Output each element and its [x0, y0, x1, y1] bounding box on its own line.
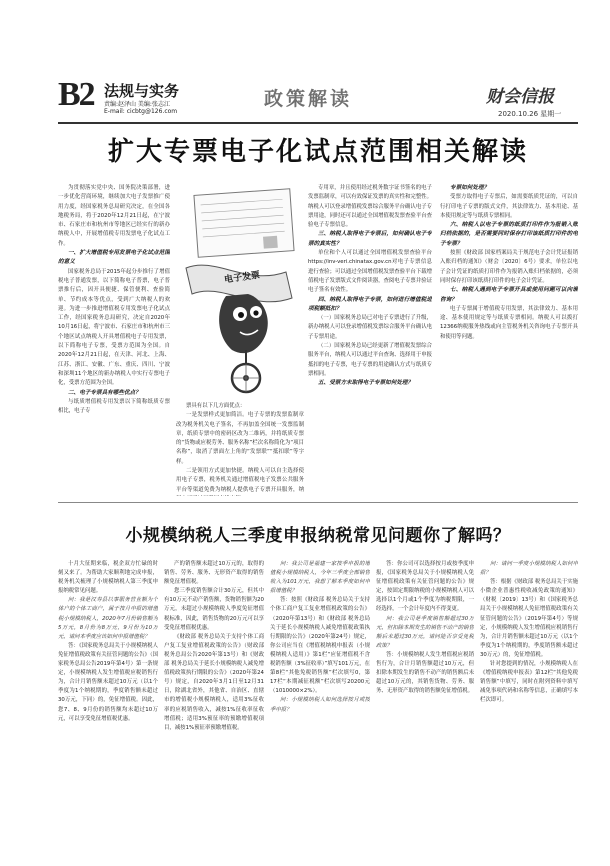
- paragraph: 答：按照《财政部 税务总局关于支持个体工商户复工复业增值税政策的公告》（2020年第13号）和《财政部 税务总局关于延长小规模纳税人减免增值税政策执行期限的公告》（2020年第24号）规定，你公司应当在《增值税纳税申报表（小规模纳税人适用）》第1栏“应征增值税不含税销售额（3%征收率）”填写101万元，在第8栏“其他免税销售额”栏次填写0，第17栏“本期减征税额”栏次填写20200元（1010000×2%）。: [270, 597, 370, 695]
- electronic-invoice-illustration: [176, 186, 300, 398]
- masthead: [58, 78, 578, 122]
- paragraph: 产的销售额未超过10万元的，取得的销售、劳务、服务、无形资产取得的销售额免征增值税。: [164, 561, 264, 586]
- paragraph: 答：你公司可以选择按月或按季度申报，《国家税务总局关于小规模纳税人免征增值税政策有关征管问题的公告》规定，按固定期限纳税的小规模纳税人可以选择以1个月或1个季度为纳税期限，一经选择，一个会计年度内不得变更。: [376, 561, 474, 613]
- email-line: E-mail: cicbtg@126.com: [104, 108, 178, 115]
- paragraph: 单位和个人可以通过全国增值税发票查验平台https://inv-veri.chinatax.gov.cn对电子专票信息进行查验；可以通过全国增值税发票查验平台下载增值税电子发票版式文件阅读器，查阅电子专票并验证电子签名有效性。: [308, 250, 432, 294]
- subheading: 专票如何处理？: [450, 185, 490, 191]
- article2-column-3: [270, 560, 370, 860]
- paragraph: 十月大征期来临，税企双方忙碌的时刻又来了。为帮助大家顺利地完成申报，税务机关梳理了小规模纳税人第三季度申报纳税常见问题。: [58, 561, 158, 595]
- section-divider: [58, 502, 578, 503]
- paragraph: 二是领用方式更加快捷。纳税人可以自主选择使用电子专票，税务机关通过增值税电子发票公共服务平台等渠道免费为纳税人提供电子专票开具服务，纳: [176, 468, 304, 493]
- question-paragraph: 问：小规模纳税人如何选择按月或按季申报？: [270, 697, 370, 713]
- paragraph: 受票方取得电子专票后，如需要纸质凭证的，可以自行打印电子专票的版式文件，其法律效力、基本用途、基本使用规定等与纸质专票相同。: [440, 194, 578, 219]
- paragraph: 票具有以下几方面优点：: [186, 403, 246, 409]
- article1-column-4: [440, 184, 578, 496]
- paragraph: 答：根据《财政部 税务总局关于实施小微企业普惠性税收减免政策的通知》（财税〔2019〕13号）和《国家税务总局关于小规模纳税人免征增值税政策有关征管问题的公告》（2019年第4号）等规定，小规模纳税人发生增值税应税销售行为，合计月销售额未超过10万元（以1个季度为1个纳税期的，季度销售额未超过30万元）的，免征增值税。: [480, 579, 578, 658]
- article2-column-4: [376, 560, 474, 860]
- question-paragraph: 问：我是汉寿县以事服务营业额为个体户的个体工商户，属于按月申报的增值税小规模纳税人，2020年7月份销售额为5万元，8月份为8万元，9月份为10万元，请问本季度应该如何申报增值税？: [58, 597, 158, 640]
- subheading: 三、纳税人取得电子专票后，如何确认电子专票的真实性？: [308, 231, 432, 247]
- article2-column-1: [58, 560, 158, 860]
- paragraph: 专用章，并且使用经过税务数字证书签名的电子发票监制章，可以有效保证发票的真实性和完整性。纳税人可以登录增值税发票综合服务平台确认电子专票用途，同时还可以通过全国增值税发票查验平台查验电子专票信息。: [308, 185, 432, 229]
- paragraph: 针对您提到的情况，小规模纳税人在《增值税纳税申报表》第12栏“其他免税销售额”中填写，同时在附列资料中填写减免事项代码和名称等信息，正确填写本栏次即可。: [480, 661, 578, 704]
- section-title: 法规与实务: [104, 82, 180, 100]
- page-code: B2: [58, 76, 94, 113]
- paragraph: 电子专票属于增值税专用发票，其法律效力、基本用途、基本使用规定等与纸质专票相同。纳税人可以拨打12366纳税服务热线或向主管税务机关咨询电子专票开具和使用等问题。: [440, 305, 578, 340]
- subheading: 七、纳税人遇到电子专票开具或使用问题可以向谁咨询？: [440, 287, 578, 303]
- paragraph: 国家税务总局于2015年起分步推行了增值税电子普通发票，以下简称电子普票，电子普票推行后，因开具便捷、保管便利、查验简单、节约成本等优点，受到广大纳税人的欢迎。为进一步推进增值税专用发票电子化试点工作，经国家税务总局研究，决定自2020年10月16日起，将宁波市、石家庄市和杭州市三个地区试点纳税人开具增值税电子专用发票，以下简称电子专票，受票方范围为全国。自2020年12月21日起，在天津、河北、上海、江苏、浙江、安徽、广东、重庆、四川、宁波和深圳11个地区的新办纳税人中实行专票电子化，受票方范围为全国。: [58, 268, 170, 387]
- paragraph: 与纸质增值税专用发票以下简称纸质专票相比，电子专: [58, 398, 170, 415]
- paragraph: 《财政部 税务总局关于支持个体工商户复工复业增值税政策的公告》（财政部 税务总局公告2020年第13号）和《财政部 税务总局关于延长小规模纳税人减免增值税政策执行期限的公告》（2020年第24号）规定，自2020年3月1日至12月31日，除湖北省外，其他省、自治区、直辖市的增值税小规模纳税人，适用3%征收率的应税销售收入，减按1%征收率征收增值税；适用3%预征率的预缴增值税项目，减按1%预征率预缴增值税。: [164, 633, 264, 731]
- article2-column-5: [480, 560, 578, 860]
- paragraph: 按照《财政部 国家档案局关于规范电子会计凭证报销入账归档的通知》（财会〔2020〕6号）要求，单位以电子会计凭证的纸质打印件作为报销入账归档依据的，必须同时保存打印该纸质打印件的电子会计凭证。: [440, 250, 578, 284]
- article2-headline: 小规模纳税人三季度申报纳税常见问题你了解吗？: [125, 526, 511, 546]
- subheading: 四、纳税人取得电子专票，如何进行增值税进项税额抵扣？: [308, 296, 432, 312]
- article1-column-3: [308, 184, 432, 496]
- column-title: 政策解读: [264, 88, 353, 110]
- article1-column-2: [176, 402, 304, 496]
- article1-column-1: [58, 184, 170, 496]
- subheading: 一、扩大增值税专用发票电子化试点范围的意义: [58, 250, 170, 266]
- masthead-rule: [58, 122, 578, 124]
- article2-column-2: [164, 560, 264, 860]
- paragraph: 您三季度销售额合计30万元，但其中有10万元不动产销售额，货物销售额为20万元，未超过小规模纳税人季度免征增值税标准，因此，销售货物的20万元可以享受免征增值税优惠。: [164, 588, 264, 631]
- paper-logo: 财会信报: [486, 87, 554, 107]
- paragraph: 一是发票样式更加简洁。电子专票的发票监制章改为税务机关电子签名，不再加盖全国统一发票监制章，纸质专票中的密码区改为二维码，并将纸质专票的“货物或应税劳务、服务名称”栏次名称简化为“项目名称”，取消了票面左上角的“发票联”“抵扣联”等字样。: [176, 412, 304, 465]
- paragraph: 答：《国家税务总局关于小规模纳税人免征增值税政策有关征管问题的公告》（国家税务总局公告2019年第4号）第一条规定，小规模纳税人发生增值税应税销售行为，合计月销售额未超过10万元（以1个季度为1个纳税期的，季度销售额未超过30万元，下同）的，免征增值税。因此，您7、8、9月份的销售额均未超过10万元，可以享受免征增值税优惠。: [58, 642, 158, 722]
- paragraph: （二）国家税务总局已经更新了增值税发票综合服务平台，纳税人可以通过平台查询、选择用于申报抵扣的电子专票，电子专票的用途确认方式与纸质专票相同。: [308, 343, 432, 377]
- article1-headline: 扩大专票电子化试点范围相关解读: [107, 137, 528, 167]
- paragraph: 答：小规模纳税人发生增值税应税销售行为，合计月销售额超过10万元，但扣除本期发生的销售不动产的销售额后未超过10万元的，其销售货物、劳务、服务、无形资产取得的销售额免征增值税。: [376, 651, 474, 695]
- paragraph: 为贯彻落实党中央、国务院决策部署，进一步优化营商环境，继续加大电子发票推广使用力度，经国家税务总局研究决定，在全国各地税务局，将于2020年12月21日起，在宁波市、石家庄市和杭州市等地区已经实行的新办纳税人中，开展增值税专用发票电子化试点工作。: [58, 185, 170, 247]
- illustration-label: 电子发票: [223, 270, 261, 286]
- subheading: 二、电子专票具有哪些优点？: [68, 389, 141, 396]
- issue-date: 2020.10.26 星期一: [498, 110, 562, 118]
- editors-line: 责编:赵泽山 美编:张志江: [104, 101, 170, 108]
- question-paragraph: 问：请问一季度小规模纳税人如何申报？: [480, 561, 578, 577]
- subheading: 五、受票方未取得电子专票如何处理？: [318, 380, 414, 387]
- question-paragraph: 问：我公司是季度销售额超过30万元，但扣除本期发生的销售不动产的销售额后未超过30万元，请问能否享受免税政策？: [376, 615, 474, 649]
- subheading: 六、纳税人以电子专票的纸质打印件作为报销入账归档依据的，是否需要同时保存打印该纸质打印件的电子专票？: [440, 222, 578, 247]
- question-paragraph: 问：我公司是福建一家按季申报的增值税小规模纳税人，今年三季度全部销售收入为101万元，我想了解本季度如何申报增值税？: [270, 561, 370, 595]
- paragraph: （一）国家税务总局已对电子专票进行了升级，新办纳税人可以登录增值税发票综合服务平台确认电子专票用途。: [308, 315, 432, 340]
- invoice-drawing-icon: [176, 186, 300, 398]
